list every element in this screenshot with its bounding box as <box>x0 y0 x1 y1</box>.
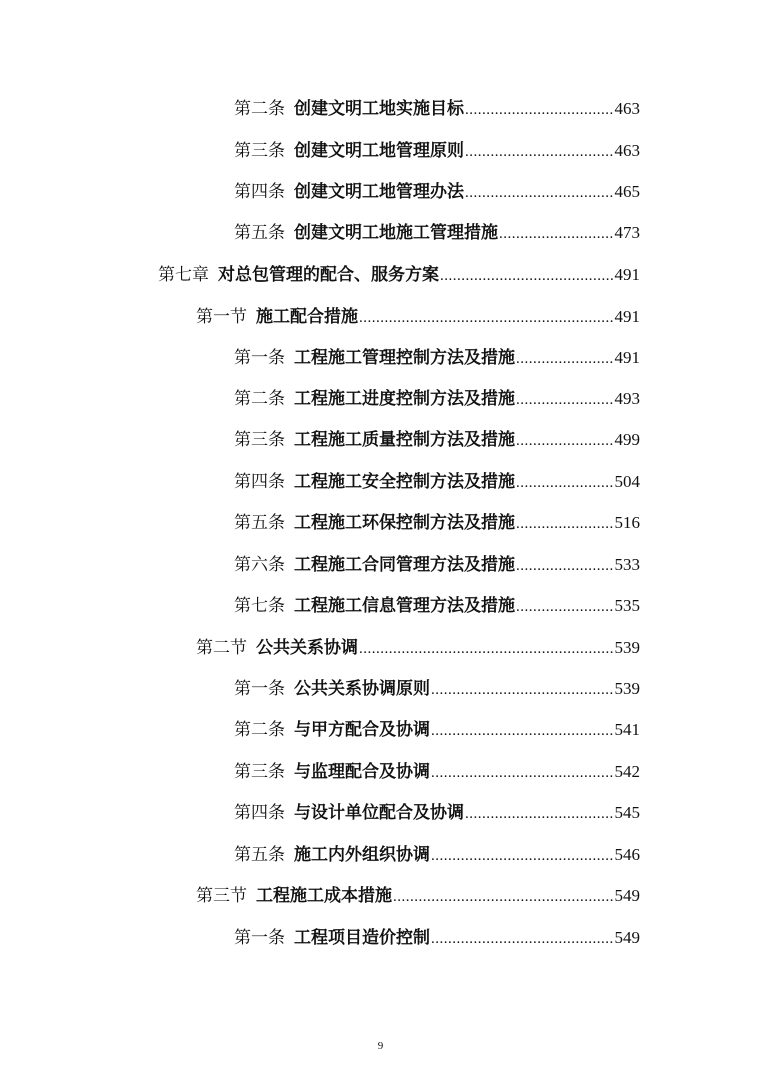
toc-entry-number: 第一条 <box>234 348 285 368</box>
toc-entry-page: 545 <box>614 803 640 822</box>
toc-dot-leader <box>431 761 614 785</box>
toc-entry-title: 公共关系协调 <box>256 638 358 658</box>
toc-entry-title: 与设计单位配合及协调 <box>294 803 464 823</box>
toc-entry-page: 465 <box>614 182 640 201</box>
toc-entry-title: 创建文明工地实施目标 <box>294 99 464 119</box>
toc-dot-leader <box>431 678 614 702</box>
toc-entry-number: 第七章 <box>158 265 209 285</box>
toc-dot-leader <box>431 719 614 743</box>
toc-entry-title: 施工内外组织协调 <box>294 845 430 865</box>
toc-entry-page: 546 <box>614 845 640 864</box>
toc-entry <box>234 801 640 825</box>
toc-dot-leader <box>465 181 614 205</box>
toc-entry-page: 549 <box>614 886 640 905</box>
toc-entry <box>234 553 640 577</box>
toc-entry <box>234 470 640 494</box>
toc-entry-number: 第一条 <box>234 928 285 948</box>
toc-entry-title: 创建文明工地管理原则 <box>294 141 464 161</box>
toc-dot-leader <box>516 388 614 412</box>
toc-entry-page: 535 <box>614 596 640 615</box>
toc-dot-leader <box>359 306 614 330</box>
toc-entry <box>234 718 640 742</box>
toc-dot-leader <box>393 885 614 909</box>
toc-entry <box>234 139 640 163</box>
toc-entry-title: 工程施工环保控制方法及措施 <box>294 513 515 533</box>
toc-dot-leader <box>431 844 614 868</box>
toc-entry-page: 542 <box>614 762 640 781</box>
toc-entry-title: 工程施工信息管理方法及措施 <box>294 596 515 616</box>
toc-entry-title: 与甲方配合及协调 <box>294 720 430 740</box>
toc-dot-leader <box>516 554 614 578</box>
toc-entry-page: 504 <box>614 472 640 491</box>
toc-entry-title: 与监理配合及协调 <box>294 762 430 782</box>
toc-entry-title: 工程施工合同管理方法及措施 <box>294 555 515 575</box>
toc-entry-number: 第四条 <box>234 182 285 202</box>
toc-entry <box>234 511 640 535</box>
toc-entry-number: 第五条 <box>234 223 285 243</box>
toc-entry <box>234 843 640 867</box>
toc-entry-number: 第三条 <box>234 141 285 161</box>
toc-dot-leader <box>499 222 614 246</box>
toc-entry-number: 第四条 <box>234 472 285 492</box>
toc-entry-title: 工程项目造价控制 <box>294 928 430 948</box>
toc-entry <box>234 180 640 204</box>
toc-entry-title: 工程施工安全控制方法及措施 <box>294 472 515 492</box>
toc-entry <box>196 305 640 329</box>
toc-entry <box>234 346 640 370</box>
toc-entry <box>234 97 640 121</box>
toc-entry-title: 工程施工成本措施 <box>256 886 392 906</box>
toc-entry-number: 第三条 <box>234 762 285 782</box>
toc-entry-page: 463 <box>614 99 640 118</box>
toc-entry <box>234 428 640 452</box>
toc-dot-leader <box>431 927 614 951</box>
page-number: 9 <box>377 1040 384 1052</box>
toc-entry-page: 549 <box>614 928 640 947</box>
toc-entry-title: 施工配合措施 <box>256 307 358 327</box>
toc-entry-page: 491 <box>614 348 640 367</box>
toc-entry-number: 第三条 <box>234 430 285 450</box>
toc-entry-title: 创建文明工地管理办法 <box>294 182 464 202</box>
toc-entry-number: 第三节 <box>196 886 247 906</box>
toc-entry-page: 499 <box>614 430 640 449</box>
toc-entry-number: 第二条 <box>234 389 285 409</box>
toc-entry-title: 工程施工质量控制方法及措施 <box>294 430 515 450</box>
toc-entry-title: 对总包管理的配合、服务方案 <box>218 265 439 285</box>
toc-entry-page: 539 <box>614 679 640 698</box>
toc-entry-page: 493 <box>614 389 640 408</box>
toc-entry-page: 491 <box>614 307 640 326</box>
toc-entry <box>234 387 640 411</box>
toc-entry-title: 工程施工管理控制方法及措施 <box>294 348 515 368</box>
toc-entry <box>234 594 640 618</box>
toc-entry-number: 第一节 <box>196 307 247 327</box>
toc-entry-page: 533 <box>614 555 640 574</box>
toc-entry-title: 公共关系协调原则 <box>294 679 430 699</box>
toc-entry-number: 第二节 <box>196 638 247 658</box>
toc-entry-number: 第五条 <box>234 513 285 533</box>
toc-entry-number: 第二条 <box>234 720 285 740</box>
toc-entry-page: 473 <box>614 223 640 242</box>
toc-dot-leader <box>359 637 614 661</box>
toc-entry-page: 541 <box>614 720 640 739</box>
toc-entry-number: 第六条 <box>234 555 285 575</box>
toc-entry-page: 539 <box>614 638 640 657</box>
toc-entry-title: 创建文明工地施工管理措施 <box>294 223 498 243</box>
toc-dot-leader <box>516 512 614 536</box>
toc-dot-leader <box>440 264 614 288</box>
toc-dot-leader <box>465 98 614 122</box>
toc-entry-number: 第五条 <box>234 845 285 865</box>
toc-entry <box>234 926 640 950</box>
toc-entry <box>234 677 640 701</box>
toc-entry-page: 516 <box>614 513 640 532</box>
toc-entry <box>234 760 640 784</box>
toc-dot-leader <box>516 429 614 453</box>
toc-entry-page: 463 <box>614 141 640 160</box>
toc-entry <box>234 221 640 245</box>
toc-entry <box>158 263 640 287</box>
toc-entry-number: 第二条 <box>234 99 285 119</box>
toc-dot-leader <box>516 471 614 495</box>
toc-entry <box>196 636 640 660</box>
toc-dot-leader <box>516 595 614 619</box>
toc-entry-number: 第一条 <box>234 679 285 699</box>
toc-entry <box>196 884 640 908</box>
toc-dot-leader <box>465 140 614 164</box>
toc-entry-page: 491 <box>614 265 640 284</box>
toc-dot-leader <box>516 347 614 371</box>
toc-entry-number: 第四条 <box>234 803 285 823</box>
toc-entry-number: 第七条 <box>234 596 285 616</box>
toc-entry-title: 工程施工进度控制方法及措施 <box>294 389 515 409</box>
toc-dot-leader <box>465 802 614 826</box>
